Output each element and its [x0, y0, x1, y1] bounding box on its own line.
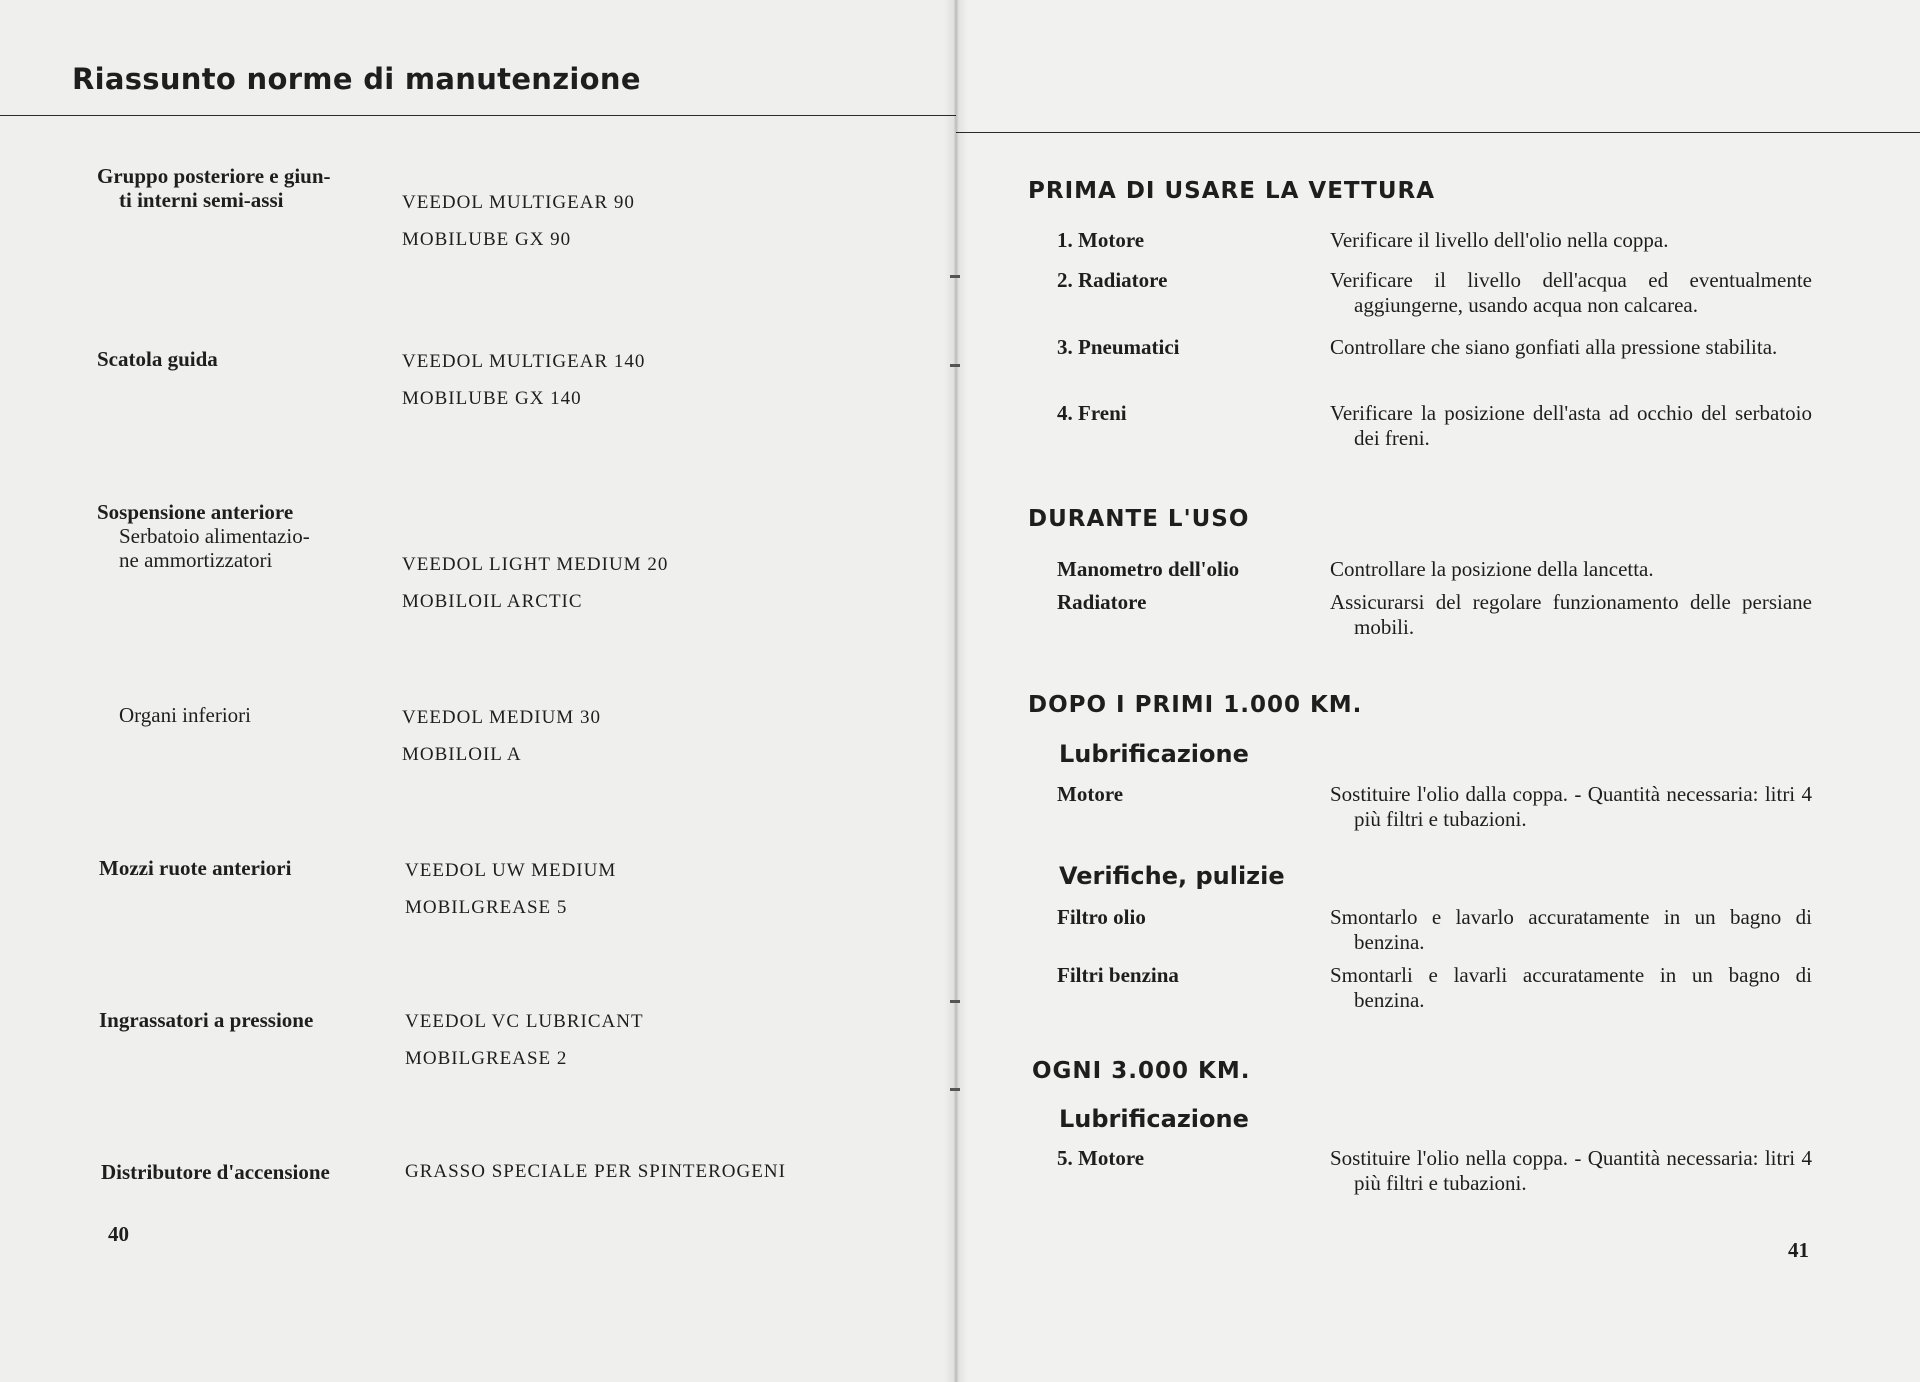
lubricant-name: MOBILGREASE 2 — [405, 1048, 568, 1069]
item-label: 1. Motore — [1057, 228, 1145, 252]
item-label: 3. Pneumatici — [1057, 335, 1180, 359]
header-rule — [956, 132, 1920, 133]
item-text: Smontarlo e lavarlo accuratamente in un bagno di benzina. — [1330, 905, 1812, 954]
lubricant-name: MOBILOIL A — [402, 744, 522, 765]
lubricant-name: VEEDOL MULTIGEAR 140 — [402, 351, 646, 372]
item-label: 5. Motore — [1057, 1146, 1145, 1170]
item-label: Filtri benzina — [1057, 963, 1179, 987]
section-heading-ogni: OGNI 3.000 KM. — [1032, 1058, 1251, 1084]
lubricant-name: VEEDOL VC LUBRICANT — [405, 1011, 644, 1032]
item-text: Sostituire l'olio nella coppa. - Quantità necessaria: litri 4 più filtri e tubazioni. — [1330, 1146, 1812, 1195]
title-rule — [0, 115, 956, 116]
entry-label-distributore: Distributore d'accensione — [101, 1160, 330, 1184]
staple — [950, 1000, 960, 1003]
item-text: Sostituire l'olio dalla coppa. - Quantità necessaria: litri 4 più filtri e tubazioni. — [1330, 782, 1812, 831]
book-spine — [944, 0, 968, 1382]
page-number-left: 40 — [108, 1222, 129, 1246]
page-number-right: 41 — [1788, 1238, 1809, 1262]
entry-label-sospensione-anteriore: Sospensione anteriore Serbatoio alimentazio- ne ammortizzatori — [97, 500, 310, 572]
entry-label-mozzi-ruote: Mozzi ruote anteriori — [99, 856, 292, 880]
subheading-lubrificazione-2: Lubrificazione — [1059, 1105, 1249, 1133]
item-text: Controllare la posizione della lancetta. — [1330, 557, 1654, 581]
item-label: Manometro dell'olio — [1057, 557, 1240, 581]
subheading-lubrificazione: Lubrificazione — [1059, 740, 1249, 768]
item-text: Controllare che siano gonfiati alla pressione stabilita. — [1330, 335, 1778, 359]
entry-lubricants-scatola-guida — [402, 343, 645, 417]
lubricant-name: GRASSO SPECIALE PER SPINTEROGENI — [405, 1161, 786, 1182]
item-label: 4. Freni — [1057, 401, 1127, 425]
section-heading-dopo: DOPO I PRIMI 1.000 KM. — [1028, 692, 1363, 718]
item-text: Verificare il livello dell'olio nella coppa. — [1330, 228, 1669, 252]
item-label: Filtro olio — [1057, 905, 1146, 929]
staple — [950, 1088, 960, 1091]
item-label: Motore — [1057, 782, 1124, 806]
entry-lubricants-organi-inferiori — [402, 699, 601, 773]
entry-lubricants-ingrassatori — [405, 1003, 644, 1077]
entry-label-scatola-guida: Scatola guida — [97, 347, 218, 371]
lubricant-name: VEEDOL MULTIGEAR 90 — [402, 192, 635, 213]
item-label: Radiatore — [1057, 590, 1147, 614]
lubricant-name: VEEDOL UW MEDIUM — [405, 860, 617, 881]
lubricant-name: MOBILUBE GX 90 — [402, 229, 572, 250]
entry-label-organi-inferiori: Organi inferiori — [119, 703, 251, 727]
entry-lubricants-mozzi-ruote — [405, 852, 616, 926]
item-text: Smontarli e lavarli accuratamente in un bagno di benzina. — [1330, 963, 1812, 1012]
page-title: Riassunto norme di manutenzione — [72, 62, 641, 96]
staple — [950, 364, 960, 367]
section-heading-durante: DURANTE L'USO — [1028, 506, 1250, 532]
item-text: Assicurarsi del regolare funzionamento delle persiane mobili. — [1330, 590, 1812, 639]
lubricant-name: VEEDOL LIGHT MEDIUM 20 — [402, 554, 669, 575]
entry-lubricants-distributore — [405, 1153, 786, 1190]
item-text: Verificare la posizione dell'asta ad occhio del serbatoio dei freni. — [1330, 401, 1812, 450]
staple — [950, 275, 960, 278]
lubricant-name: MOBILUBE GX 140 — [402, 388, 582, 409]
entry-label-ingrassatori: Ingrassatori a pressione — [99, 1008, 314, 1032]
entry-label-gruppo-posteriore: Gruppo posteriore e giun- ti interni semi-assi — [97, 164, 331, 212]
entry-lubricants-gruppo-posteriore — [402, 184, 635, 258]
item-text: Verificare il livello dell'acqua ed eventualmente aggiungerne, usando acqua non calcarea. — [1330, 268, 1812, 317]
subheading-verifiche: Verifiche, pulizie — [1059, 862, 1285, 890]
section-heading-prima: PRIMA DI USARE LA VETTURA — [1028, 178, 1436, 204]
lubricant-name: VEEDOL MEDIUM 30 — [402, 707, 601, 728]
lubricant-name: MOBILGREASE 5 — [405, 897, 568, 918]
item-label: 2. Radiatore — [1057, 268, 1168, 292]
entry-lubricants-sospensione-anteriore — [402, 546, 668, 620]
lubricant-name: MOBILOIL ARCTIC — [402, 591, 583, 612]
